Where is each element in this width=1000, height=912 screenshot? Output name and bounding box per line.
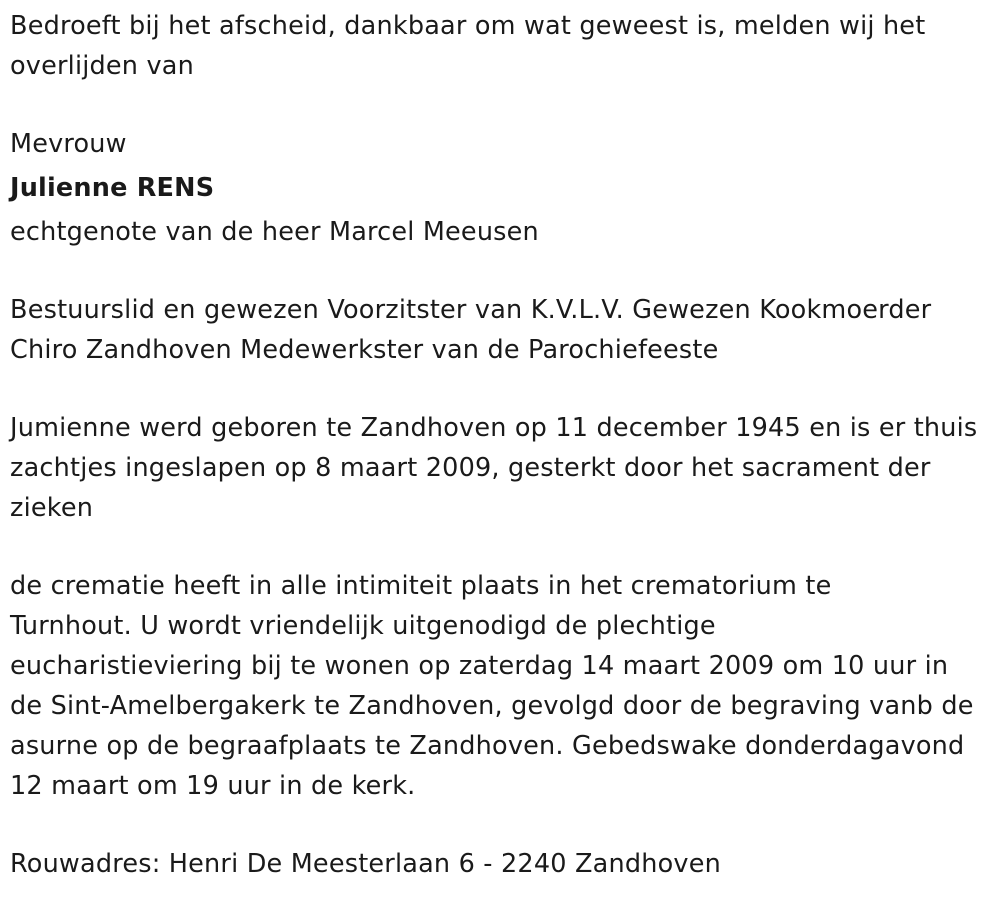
birth-death-paragraph: Jumienne werd geboren te Zandhoven op 11 december 1945 en is er thuis zachtjes ingeslapen op 8 maart 2009, gesterkt door het sacrament der zieken [10,413,978,523]
spacer [10,806,995,844]
roles-paragraph: Bestuurslid en gewezen Voorzitster van K.V.L.V. Gewezen Kookmoerder Chiro Zandhoven Medewerkster van de Parochiefeeste [10,295,932,365]
spacer [10,252,995,290]
spacer [10,528,995,566]
obituary-document [10,6,995,884]
spouse-line: echtgenote van de heer Marcel Meeusen [10,217,539,247]
spacer [10,370,995,408]
ceremony-paragraph: de crematie heeft in alle intimiteit plaats in het crematorium te Turnhout. U wordt vriendelijk uitgenodigd de plechtige eucharistieviering bij te wonen op zaterdag 14 maart 2009 om 10 uur in de Sint-Amelbergakerk te Zandhoven, gevolgd door de begraving vanb de asurne op de begraafplaats te Zandhoven. Gebedswake donderdagavond 12 maart om 19 uur in de kerk. [10,571,974,801]
deceased-name: Julienne RENS [10,173,215,203]
spacer [10,86,995,124]
address-line: Rouwadres: Henri De Meesterlaan 6 - 2240 Zandhoven [10,849,721,879]
salutation: Mevrouw [10,129,127,159]
intro-paragraph: Bedroeft bij het afscheid, dankbaar om wat geweest is, melden wij het overlijden van [10,11,926,81]
